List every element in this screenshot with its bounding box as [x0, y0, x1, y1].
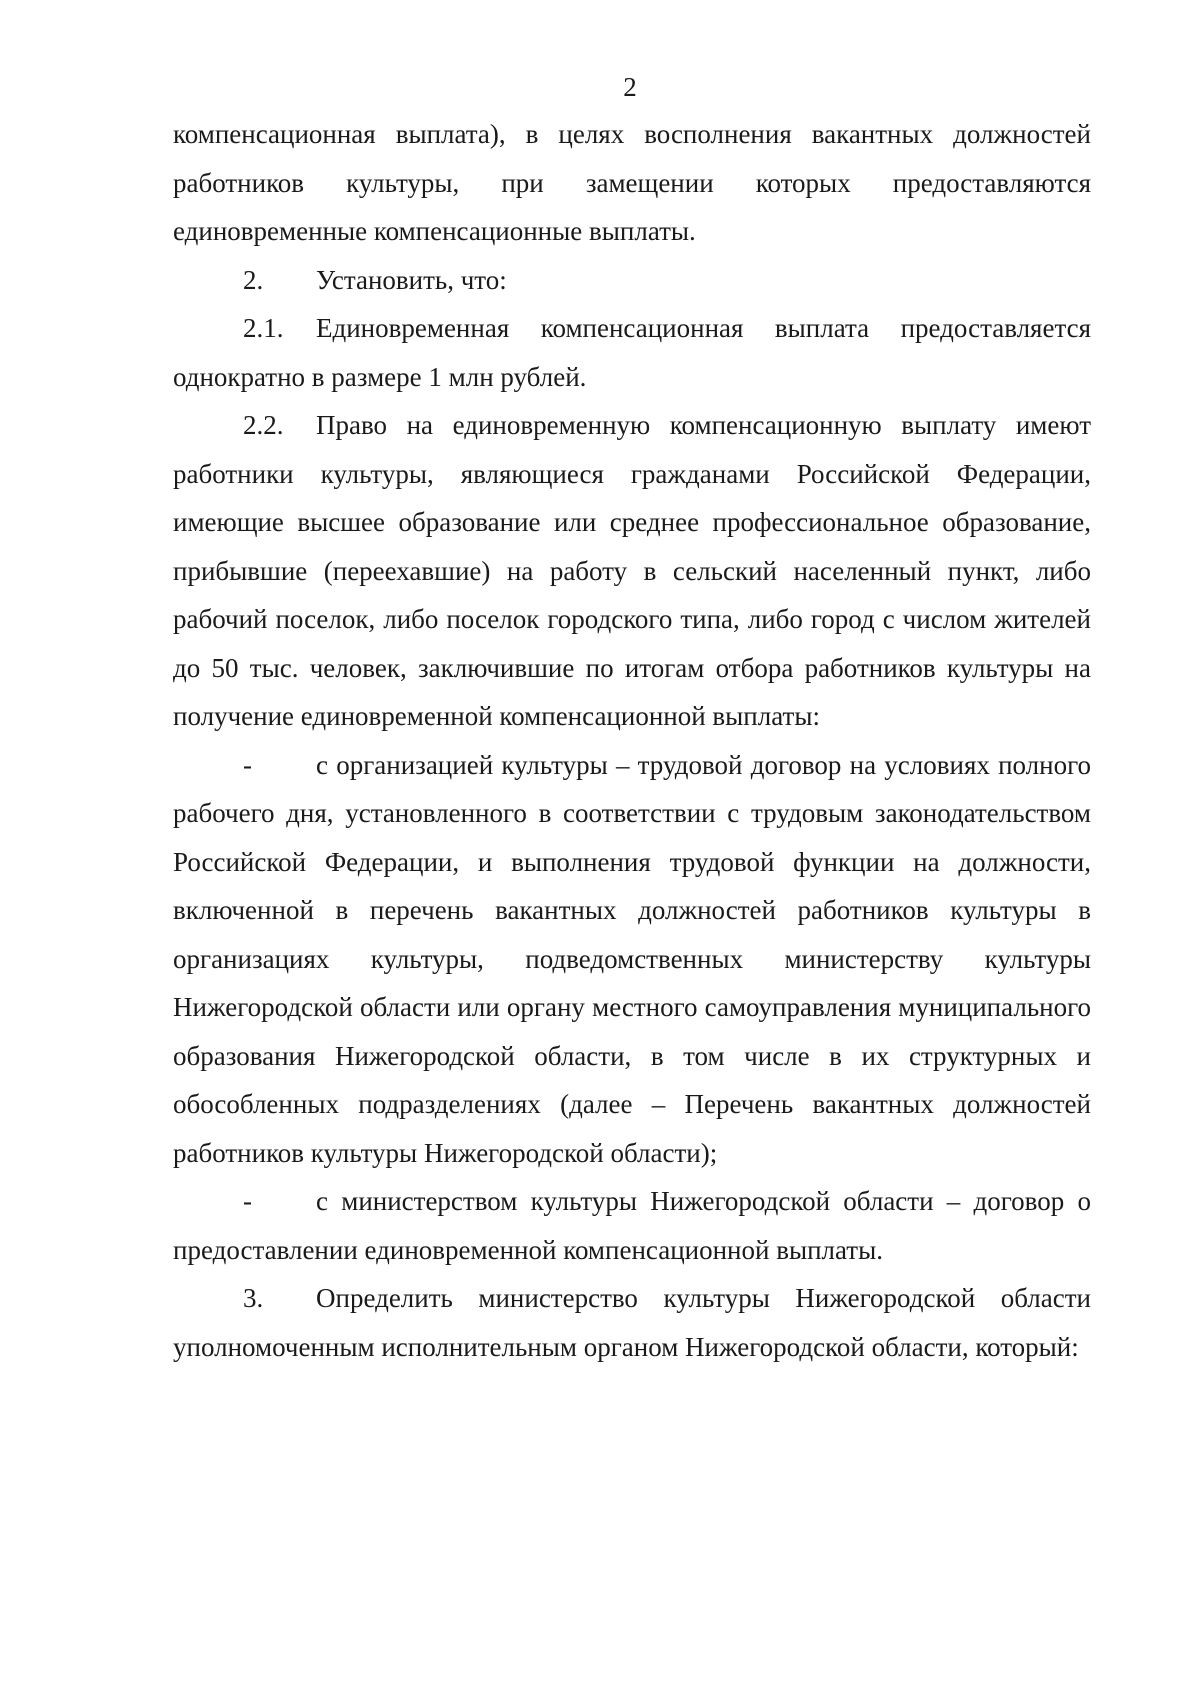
item-number: 2.2.: [243, 410, 284, 440]
paragraph-2: [173, 256, 1091, 305]
bullet-item-organization: [173, 741, 1091, 1178]
bullet-item-ministry: [173, 1177, 1091, 1274]
document-body: [173, 110, 1091, 1371]
paragraph-text: Определить министерство культуры Нижегородской области уполномоченным исполнительным органом Нижегородской области, который:: [173, 1283, 1091, 1362]
item-dash: -: [243, 749, 252, 780]
paragraph-text: с министерством культуры Нижегородской области – договор о предоставлении единовременной компенсационной выплаты.: [173, 1186, 1091, 1265]
paragraph-text: Единовременная компенсационная выплата предоставляется однократно в размере 1 млн рублей.: [173, 313, 1091, 392]
paragraph-2-1: [173, 304, 1091, 401]
paragraph-3: [173, 1274, 1091, 1371]
paragraph-text: с организацией культуры – трудовой договор на условиях полного рабочего дня, установленного в соответствии с трудовым законодательством Российской Федерации, и выполнения трудовой функции на должности, включенной в перечень вакантных должностей работников культуры в организациях культуры, подведомственных министерству культуры Нижегородской области или органу местного самоуправления муниципального образования Нижегородской области, в том числе в их структурных и обособленных подразделениях (далее – Перечень вакантных должностей работников культуры Нижегородской области);: [173, 749, 1091, 1168]
item-number: 3.: [243, 1283, 264, 1313]
item-dash: -: [243, 1186, 252, 1216]
paragraph-text: Установить, что:: [316, 264, 507, 295]
paragraph-2-2: [173, 401, 1091, 741]
page-number: 2: [623, 72, 637, 102]
item-number: 2.1.: [243, 313, 284, 343]
paragraph-text: Право на единовременную компенсационную выплату имеют работники культуры, являющиеся гражданами Российской Федерации, имеющие высшее образование или среднее профессиональное образование, прибывшие (переехавшие) на работу в сельский населенный пункт, либо рабочий поселок, либо поселок городского типа, либо город с числом жителей до 50 тыс. человек, заключившие по итогам отбора работников культуры на получение единовременной компенсационной выплаты:: [173, 410, 1091, 731]
paragraph-continuation: компенсационная выплата), в целях восполнения вакантных должностей работников культуры, при замещении которых предоставляются единовременные компенсационные выплаты.: [173, 119, 1091, 246]
item-number: 2.: [243, 264, 264, 295]
